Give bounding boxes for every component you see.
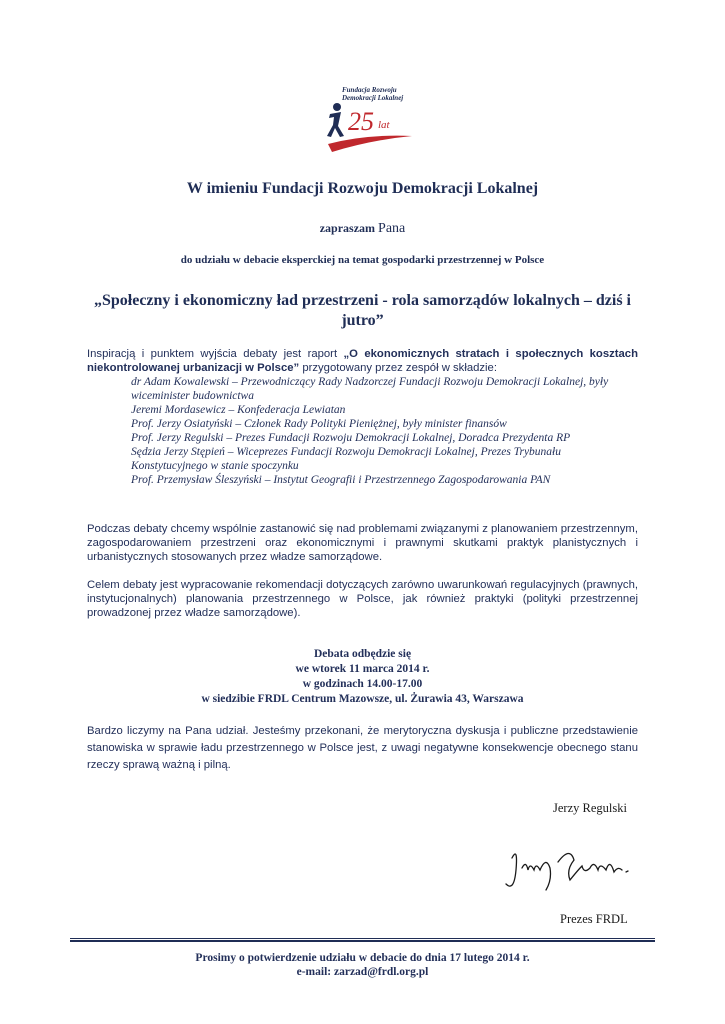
team-member: Prof. Jerzy Osiatyński – Członek Rady Polityki Pieniężnej, były minister finansów <box>131 418 507 430</box>
rsvp-email[interactable]: e-mail: zarzad@frdl.org.pl <box>296 966 429 978</box>
intro-paragraph <box>87 347 638 487</box>
org-line: W imieniu Fundacji Rozwoju Demokracji Lokalnej <box>186 180 539 197</box>
footer-divider <box>70 938 655 942</box>
invite-name: Pana <box>378 221 406 236</box>
frdl-logo <box>326 86 416 166</box>
logo-anniv-word: lat <box>378 119 390 131</box>
event-hours: w godzinach 14.00-17.00 <box>302 678 423 690</box>
topic-line: do udziału w debacie eksperckiej na temat gospodarki przestrzennej w Polsce <box>180 254 545 266</box>
logo-line-1: Fundacja Rozwoju <box>342 86 397 94</box>
team-list <box>131 375 638 487</box>
signature-stroke <box>506 853 628 890</box>
signatory-role: Prezes FRDL <box>560 912 628 926</box>
rsvp-line: Prosimy o potwierdzenie udziału w debacie do dnia 17 lutego 2014 r. <box>195 952 530 964</box>
team-member: Sędzia Jerzy Stępień – Wiceprezes Fundacji Rozwoju Demokracji Lokalnej, Prezes Trybunału Konstytucyjnego w stanie spoczynku <box>131 446 562 472</box>
paragraph-goal: Celem debaty jest wypracowanie rekomendacji dotyczących zarówno uwarunkowań regulacyjnych (prawnych, instytucjonalnych) planowania przestrzennego w Polsce, jak również praktyki (polityki przestrzennej prowadzonej przez władze samorządowe). <box>87 579 638 619</box>
event-venue: w siedzibie FRDL Centrum Mazowsze, ul. Żurawia 43, Warszawa <box>201 693 524 705</box>
logo-swoosh-icon <box>328 136 412 152</box>
figure-body-icon <box>327 112 344 137</box>
team-member: Prof. Przemysław Śleszyński – Instytut Geografii i Przestrzennego Zagospodarowania PAN <box>131 474 551 486</box>
signatory-name: Jerzy Regulski <box>553 801 627 815</box>
event-details <box>0 647 725 707</box>
intro-tail: przygotowany przez zespół w składzie: <box>299 362 497 374</box>
debate-title: „Społeczny i ekonomiczny ład przestrzeni - rola samorządów lokalnych – dziś i jutro” <box>93 292 631 329</box>
logo-graphic <box>326 100 416 166</box>
report-title: „O ekonomicznych stratach i społecznych kosztach niekontrolowanej urbanizacji w Polsce” <box>87 348 638 374</box>
team-member: Prof. Jerzy Regulski – Prezes Fundacji Rozwoju Demokracji Lokalnej, Doradca Prezydenta RP <box>131 432 571 444</box>
handwritten-signature <box>500 840 640 900</box>
team-member: Jeremi Mordasewicz – Konfederacja Lewiatan <box>131 404 346 416</box>
invite-prefix: zapraszam <box>319 221 376 235</box>
footer <box>0 951 725 979</box>
team-member: dr Adam Kowalewski – Przewodniczący Rady Nadzorczej Fundacji Rozwoju Demokracji Lokalnej, były wiceminister budownictwa <box>131 376 609 402</box>
invitation-line <box>0 221 725 237</box>
paragraph-discussion: Podczas debaty chcemy wspólnie zastanowić się nad problemami związanymi z planowaniem przestrzennym, zagospodarowaniem przestrzeni oraz ekonomicznymi i prawnymi skutkami praktyk planistycznych i urbanistycznych stosowanych przez władze samorządowe. <box>87 523 638 563</box>
logo-anniv-number: 25 <box>348 107 374 136</box>
event-date: we wtorek 11 marca 2014 r. <box>295 663 430 675</box>
event-line-1: Debata odbędzie się <box>313 648 412 660</box>
intro-lead: Inspiracją i punktem wyjścia debaty jest raport <box>87 348 344 360</box>
figure-head-icon <box>333 103 341 111</box>
logo-line-2: Demokracji Lokalnej <box>342 94 404 102</box>
intro-text <box>87 347 638 375</box>
paragraph-closing: Bardzo liczymy na Pana udział. Jesteśmy przekonani, że merytoryczna dyskusja i publiczne przedstawienie stanowiska w sprawie ładu przestrzennego w Polsce jest, z uwagi negatywne konsekwencje obecnego stanu rzeczy sprawą ważną i pilną. <box>87 725 638 771</box>
